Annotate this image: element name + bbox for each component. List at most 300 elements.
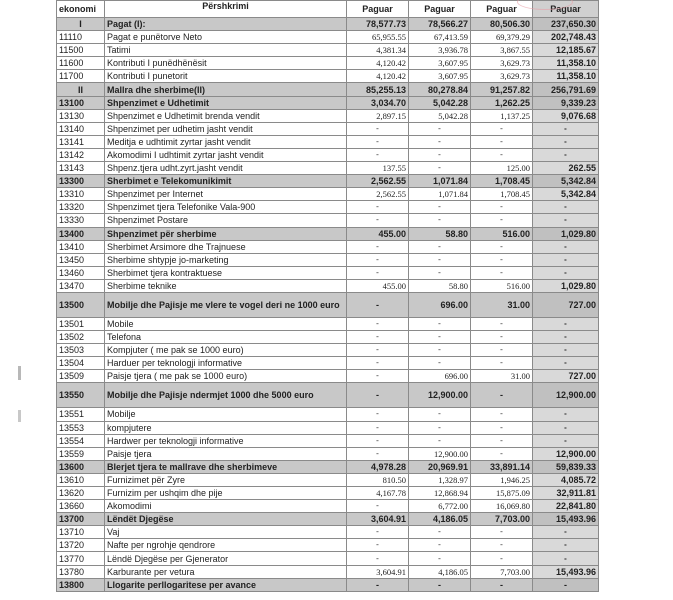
group-row [57,513,599,526]
description-cell: Sherbimet Arsimore dhe Trajnuese [105,240,347,253]
paid-value-2-cell: - [409,135,471,148]
description-cell: Akomodimi I udhtimit zyrtar jasht vendit [105,148,347,161]
group-row [57,460,599,473]
paid-value-2-cell: - [409,122,471,135]
economic-code-cell: 13470 [57,279,105,292]
description-cell: Kompjuter ( me pak se 1000 euro) [105,344,347,357]
paid-value-2-cell: 4,186.05 [409,565,471,578]
description-cell: Sherbime shtypje jo-marketing [105,253,347,266]
economic-code-cell: 13550 [57,383,105,408]
paid-value-1-cell: 4,120.42 [347,70,409,83]
description-cell: kompjutere [105,421,347,434]
paid-value-2-cell: 1,328.97 [409,473,471,486]
table-row [57,539,599,552]
paid-total-cell: - [533,357,599,370]
expenditure-table [56,0,599,592]
paid-value-1-cell: - [347,214,409,227]
paid-value-1-cell: - [347,552,409,565]
paid-value-3-cell: - [471,331,533,344]
paid-value-1-cell: - [347,408,409,421]
table-row [57,487,599,500]
paid-value-2-cell: - [409,434,471,447]
description-cell: Sherbimet e Telekomunikimit [105,175,347,188]
paid-value-1-cell: - [347,317,409,330]
table-row [57,70,599,83]
paid-total-cell: 12,900.00 [533,447,599,460]
description-cell: Pagat (I): [105,18,347,31]
paid-value-1-cell: 85,255.13 [347,83,409,96]
margin-mark [18,366,21,380]
paid-value-1-cell: - [347,292,409,317]
economic-code-cell: 13502 [57,331,105,344]
paid-value-1-cell: - [347,434,409,447]
description-cell: Kontributi I punetorit [105,70,347,83]
paid-value-2-cell: 67,413.59 [409,31,471,44]
paid-value-2-cell: 5,042.28 [409,96,471,109]
paid-total-cell: 256,791.69 [533,83,599,96]
economic-code-cell: 13460 [57,266,105,279]
paid-value-1-cell: - [347,421,409,434]
economic-code-cell: 13500 [57,292,105,317]
paid-total-cell: 1,029.80 [533,279,599,292]
description-cell: Hardwer per teknologji informative [105,434,347,447]
paid-value-3-cell: - [471,214,533,227]
economic-code-cell: 13660 [57,500,105,513]
table-row [57,162,599,175]
description-cell: Mobilje dhe Pajisje ndermjet 1000 dhe 5000 euro [105,383,347,408]
economic-code-cell: 11600 [57,57,105,70]
paid-total-cell: 15,493.96 [533,513,599,526]
paid-value-2-cell: - [409,552,471,565]
description-cell: Harduer per teknologji informative [105,357,347,370]
paid-value-1-cell: 4,167.78 [347,487,409,500]
paid-value-3-cell: 3,629.73 [471,70,533,83]
paid-total-cell: 11,358.10 [533,70,599,83]
description-cell: Kontributi I punëdhënësit [105,57,347,70]
paid-value-1-cell: - [347,344,409,357]
paid-value-3-cell: - [471,240,533,253]
economic-code-cell: 13143 [57,162,105,175]
description-cell: Sherbime teknike [105,279,347,292]
paid-total-cell: - [533,135,599,148]
paid-value-3-cell: - [471,201,533,214]
paid-value-1-cell: - [347,526,409,539]
economic-code-cell: 13551 [57,408,105,421]
table-row [57,266,599,279]
paid-value-3-cell: 91,257.82 [471,83,533,96]
table-row [57,434,599,447]
paid-value-2-cell: 58.80 [409,279,471,292]
group-row [57,578,599,591]
description-cell: Shpenzimet Postare [105,214,347,227]
table-row [57,253,599,266]
table-row [57,122,599,135]
header-paid-total: Paguar [533,1,599,18]
paid-total-cell: - [533,578,599,591]
description-cell: Telefona [105,331,347,344]
group-row [57,292,599,317]
paid-value-3-cell: - [471,135,533,148]
paid-value-2-cell: 78,566.27 [409,18,471,31]
paid-value-1-cell: 78,577.73 [347,18,409,31]
economic-code-cell: 13559 [57,447,105,460]
paid-total-cell: 202,748.43 [533,31,599,44]
group-row [57,383,599,408]
paid-total-cell: 262.55 [533,162,599,175]
table-row [57,331,599,344]
paid-value-3-cell: 1,708.45 [471,188,533,201]
description-cell: Shpenzimet per Internet [105,188,347,201]
economic-code-cell: 13450 [57,253,105,266]
table-row [57,279,599,292]
paid-total-cell: 5,342.84 [533,188,599,201]
table-row [57,135,599,148]
table-row [57,526,599,539]
paid-value-2-cell: 1,071.84 [409,175,471,188]
paid-value-2-cell: - [409,162,471,175]
paid-value-2-cell: 80,278.84 [409,83,471,96]
paid-value-2-cell: - [409,526,471,539]
paid-value-3-cell: 31.00 [471,370,533,383]
paid-value-1-cell: - [347,148,409,161]
paid-value-2-cell: 696.00 [409,370,471,383]
paid-total-cell: - [533,344,599,357]
paid-value-2-cell: - [409,578,471,591]
paid-value-1-cell: 2,562.55 [347,188,409,201]
description-cell: Shpenzimet e Udhetimit [105,96,347,109]
paid-value-1-cell: - [347,266,409,279]
economic-code-cell: 13504 [57,357,105,370]
table-row [57,500,599,513]
economic-code-cell: 13610 [57,473,105,486]
economic-code-cell: 13800 [57,578,105,591]
paid-value-1-cell: - [347,122,409,135]
description-cell: Llogarite perllogaritese per avance [105,578,347,591]
table-row [57,565,599,578]
paid-value-2-cell: 12,900.00 [409,383,471,408]
economic-code-cell: 13300 [57,175,105,188]
paid-value-1-cell: - [347,500,409,513]
paid-value-3-cell: 7,703.00 [471,513,533,526]
description-cell: Tatimi [105,44,347,57]
description-cell: Paisje tjera ( me pak se 1000 euro) [105,370,347,383]
paid-value-3-cell: - [471,447,533,460]
paid-value-3-cell: 1,946.25 [471,473,533,486]
paid-value-3-cell: - [471,266,533,279]
economic-code-cell: 13509 [57,370,105,383]
table-row [57,317,599,330]
economic-code-cell: 13410 [57,240,105,253]
description-cell: Meditja e udhtimit zyrtar jasht vendit [105,135,347,148]
economic-code-cell: I [57,18,105,31]
paid-value-1-cell: - [347,253,409,266]
paid-value-3-cell: 516.00 [471,279,533,292]
paid-value-1-cell: - [347,539,409,552]
paid-total-cell: - [533,434,599,447]
table-row [57,421,599,434]
paid-total-cell: - [533,526,599,539]
economic-code-cell: 13780 [57,565,105,578]
economic-code-cell: 11500 [57,44,105,57]
paid-value-3-cell: - [471,383,533,408]
paid-total-cell: 9,076.68 [533,109,599,122]
paid-total-cell: - [533,408,599,421]
paid-total-cell: - [533,253,599,266]
paid-value-2-cell: 3,607.95 [409,57,471,70]
table-row [57,57,599,70]
description-cell: Mobilje dhe Pajisje me vlere te vogel deri ne 1000 euro [105,292,347,317]
paid-value-3-cell: 33,891.14 [471,460,533,473]
paid-value-1-cell: 4,381.34 [347,44,409,57]
margin-mark [18,410,21,422]
paid-total-cell: 4,085.72 [533,473,599,486]
group-row [57,227,599,240]
paid-value-2-cell: - [409,214,471,227]
table-row [57,44,599,57]
table-row [57,447,599,460]
paid-value-1-cell: 2,562.55 [347,175,409,188]
paid-value-3-cell: - [471,434,533,447]
paid-value-1-cell: - [347,135,409,148]
paid-value-3-cell: - [471,253,533,266]
paid-value-3-cell: - [471,357,533,370]
paid-value-1-cell: 2,897.15 [347,109,409,122]
paid-total-cell: - [533,317,599,330]
paid-value-2-cell: - [409,253,471,266]
economic-code-cell: 13501 [57,317,105,330]
paid-value-1-cell: 810.50 [347,473,409,486]
economic-code-cell: 13770 [57,552,105,565]
paid-value-2-cell: - [409,240,471,253]
paid-value-3-cell: 15,875.09 [471,487,533,500]
paid-value-2-cell: 1,071.84 [409,188,471,201]
economic-code-cell: 13553 [57,421,105,434]
paid-value-2-cell: 6,772.00 [409,500,471,513]
paid-value-3-cell: 31.00 [471,292,533,317]
paid-value-3-cell: 516.00 [471,227,533,240]
description-cell: Shpenzimet per udhetim jasht vendit [105,122,347,135]
paid-value-1-cell: 137.55 [347,162,409,175]
table-row [57,408,599,421]
paid-value-1-cell: - [347,331,409,344]
paid-total-cell: 237,650.30 [533,18,599,31]
paid-value-3-cell: - [471,148,533,161]
description-cell: Vaj [105,526,347,539]
header-economic-code: ekonomi [57,1,105,18]
paid-value-3-cell: - [471,122,533,135]
economic-code-cell: 11700 [57,70,105,83]
paid-total-cell: 15,493.96 [533,565,599,578]
paid-value-2-cell: 3,607.95 [409,70,471,83]
group-row [57,96,599,109]
table-row [57,240,599,253]
description-cell: Mobilje [105,408,347,421]
table-row [57,473,599,486]
economic-code-cell: 13400 [57,227,105,240]
paid-value-2-cell: - [409,201,471,214]
description-cell: Sherbimet tjera kontraktuese [105,266,347,279]
paid-total-cell: 9,339.23 [533,96,599,109]
paid-value-2-cell: - [409,539,471,552]
paid-value-1-cell: - [347,578,409,591]
economic-code-cell: 13720 [57,539,105,552]
paid-total-cell: - [533,201,599,214]
economic-code-cell: 13503 [57,344,105,357]
group-row [57,83,599,96]
description-cell: Nafte per ngrohje qendrore [105,539,347,552]
header-paid-2: Paguar [409,1,471,18]
paid-value-3-cell: 69,379.29 [471,31,533,44]
paid-value-2-cell: 5,042.28 [409,109,471,122]
paid-value-2-cell: - [409,317,471,330]
description-cell: Furnizimet për Zyre [105,473,347,486]
paid-value-1-cell: 4,978.28 [347,460,409,473]
paid-value-1-cell: 455.00 [347,227,409,240]
description-cell: Shpenzimet tjera Telefonike Vala-900 [105,201,347,214]
description-cell: Pagat e punëtorve Neto [105,31,347,44]
paid-value-1-cell: 3,604.91 [347,513,409,526]
paid-total-cell: 727.00 [533,370,599,383]
paid-total-cell: 11,358.10 [533,57,599,70]
paid-total-cell: 5,342.84 [533,175,599,188]
economic-code-cell: 13710 [57,526,105,539]
economic-code-cell: 13130 [57,109,105,122]
table-row [57,188,599,201]
paid-value-2-cell: 4,186.05 [409,513,471,526]
table-row [57,370,599,383]
economic-code-cell: 11110 [57,31,105,44]
table-row [57,344,599,357]
paid-value-1-cell: - [347,370,409,383]
table-row [57,148,599,161]
paid-value-2-cell: 12,900.00 [409,447,471,460]
paid-total-cell: 12,900.00 [533,383,599,408]
paid-value-3-cell: - [471,421,533,434]
paid-value-1-cell: 3,034.70 [347,96,409,109]
paid-value-3-cell: 3,867.55 [471,44,533,57]
table-row [57,357,599,370]
paid-value-3-cell: 3,629.73 [471,57,533,70]
paid-value-3-cell: - [471,344,533,357]
table-row [57,552,599,565]
group-row [57,18,599,31]
description-cell: Blerjet tjera te mallrave dhe sherbimeve [105,460,347,473]
paid-value-2-cell: - [409,408,471,421]
header-description: Përshkrimi [105,1,347,18]
table-row [57,201,599,214]
paid-value-3-cell: - [471,408,533,421]
paid-value-2-cell: 58.80 [409,227,471,240]
paid-value-2-cell: 3,936.78 [409,44,471,57]
paid-value-3-cell: 1,262.25 [471,96,533,109]
paid-value-3-cell: - [471,552,533,565]
paid-value-1-cell: - [347,201,409,214]
paid-value-1-cell: 4,120.42 [347,57,409,70]
paid-total-cell: - [533,148,599,161]
paid-total-cell: - [533,214,599,227]
economic-code-cell: 13330 [57,214,105,227]
paid-total-cell: - [533,539,599,552]
economic-code-cell: 13600 [57,460,105,473]
description-cell: Lëndë Djegëse per Gjenerator [105,552,347,565]
paid-total-cell: 22,841.80 [533,500,599,513]
paid-value-2-cell: - [409,331,471,344]
paid-value-1-cell: - [347,357,409,370]
description-cell: Furnizim per ushqim dhe pije [105,487,347,500]
paid-value-3-cell: - [471,539,533,552]
budget-table-sheet [56,0,599,592]
paid-total-cell: - [533,552,599,565]
paid-value-2-cell: 20,969.91 [409,460,471,473]
description-cell: Akomodimi [105,500,347,513]
paid-value-2-cell: - [409,148,471,161]
paid-value-2-cell: - [409,357,471,370]
paid-value-2-cell: 696.00 [409,292,471,317]
economic-code-cell: 13140 [57,122,105,135]
paid-total-cell: - [533,122,599,135]
paid-total-cell: 32,911.81 [533,487,599,500]
description-cell: Paisje tjera [105,447,347,460]
economic-code-cell: 13100 [57,96,105,109]
paid-value-2-cell: 12,868.94 [409,487,471,500]
description-cell: Shpenz.tjera udht.zyrt.jasht vendit [105,162,347,175]
paid-value-3-cell: 7,703.00 [471,565,533,578]
description-cell: Shpenzimet e Udhetimit brenda vendit [105,109,347,122]
paid-value-1-cell: 455.00 [347,279,409,292]
paid-total-cell: - [533,421,599,434]
paid-value-1-cell: 3,604.91 [347,565,409,578]
paid-value-1-cell: - [347,447,409,460]
paid-total-cell: 1,029.80 [533,227,599,240]
paid-total-cell: - [533,266,599,279]
paid-value-3-cell: - [471,526,533,539]
economic-code-cell: 13320 [57,201,105,214]
paid-value-1-cell: 65,955.55 [347,31,409,44]
description-cell: Karburante per vetura [105,565,347,578]
economic-code-cell: 13141 [57,135,105,148]
paid-value-1-cell: - [347,383,409,408]
economic-code-cell: 13554 [57,434,105,447]
paid-value-3-cell: 16,069.80 [471,500,533,513]
paid-value-3-cell: - [471,578,533,591]
description-cell: Mobile [105,317,347,330]
paid-total-cell: - [533,240,599,253]
paid-total-cell: - [533,331,599,344]
paid-value-3-cell: 1,708.45 [471,175,533,188]
paid-value-3-cell: 80,506.30 [471,18,533,31]
group-row [57,175,599,188]
paid-value-2-cell: - [409,344,471,357]
description-cell: Mallra dhe sherbime(II) [105,83,347,96]
paid-value-1-cell: - [347,240,409,253]
economic-code-cell: II [57,83,105,96]
paid-value-3-cell: - [471,317,533,330]
economic-code-cell: 13142 [57,148,105,161]
paid-value-2-cell: - [409,266,471,279]
description-cell: Lëndët Djegëse [105,513,347,526]
table-row [57,214,599,227]
paid-value-2-cell: - [409,421,471,434]
header-paid-1: Paguar [347,1,409,18]
paid-total-cell: 12,185.67 [533,44,599,57]
economic-code-cell: 13700 [57,513,105,526]
paid-total-cell: 727.00 [533,292,599,317]
paid-value-3-cell: 1,137.25 [471,109,533,122]
description-cell: Shpenzimet për sherbime [105,227,347,240]
paid-total-cell: 59,839.33 [533,460,599,473]
table-row [57,31,599,44]
paid-value-3-cell: 125.00 [471,162,533,175]
